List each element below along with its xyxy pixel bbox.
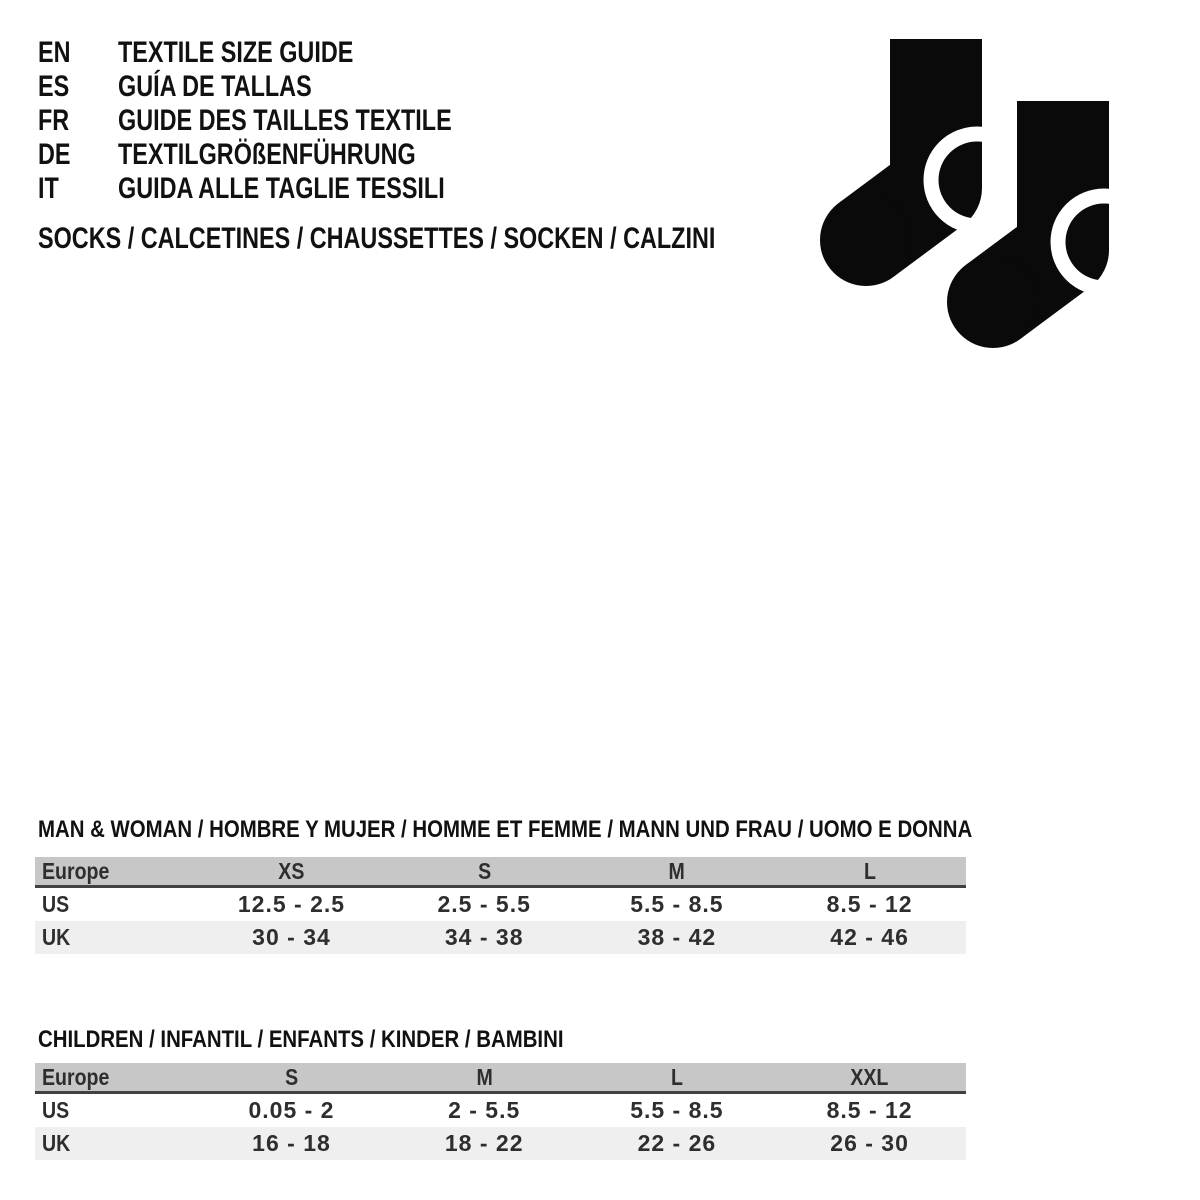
region-label: US <box>42 891 70 917</box>
table-header-row <box>35 857 966 888</box>
size-cell: 26 - 30 <box>830 1130 909 1156</box>
table-row-us <box>35 1094 966 1127</box>
section-title-children: CHILDREN / INFANTIL / ENFANTS / KINDER / BAMBINI <box>38 1026 564 1053</box>
language-title: GUÍA DE TALLAS <box>118 70 312 103</box>
size-cell: 34 - 38 <box>444 924 524 950</box>
size-cell: 18 - 22 <box>444 1130 524 1156</box>
header-cell-size: S <box>477 857 491 884</box>
section-title-man-woman: MAN & WOMAN / HOMBRE Y MUJER / HOMME ET FEMME / MANN UND FRAU / UOMO E DONNA <box>38 816 973 843</box>
header-cell-size: L <box>863 857 876 884</box>
header-cell-size: L <box>670 1063 683 1090</box>
language-title: TEXTILE SIZE GUIDE <box>118 36 354 69</box>
size-cell: 2 - 5.5 <box>448 1097 521 1123</box>
size-table-children <box>35 1063 966 1160</box>
size-cell: 22 - 26 <box>637 1130 717 1156</box>
language-code: IT <box>38 172 59 205</box>
size-cell: 42 - 46 <box>830 924 909 950</box>
table-header-row <box>35 1063 966 1094</box>
header-cell-size: XXL <box>850 1063 889 1090</box>
size-cell: 38 - 42 <box>637 924 717 950</box>
header-cell-region: Europe <box>42 1063 110 1090</box>
table-row-uk <box>35 921 966 954</box>
product-category-title: SOCKS / CALCETINES / CHAUSSETTES / SOCKEN / CALZINI <box>38 222 716 255</box>
size-cell: 5.5 - 8.5 <box>630 891 724 917</box>
header-cell-region: Europe <box>42 857 110 884</box>
header-cell-size: S <box>284 1063 298 1090</box>
table-row-us <box>35 888 966 921</box>
language-code: DE <box>38 138 71 171</box>
size-cell: 8.5 - 12 <box>826 891 913 917</box>
language-code: FR <box>38 104 70 137</box>
region-label: UK <box>42 924 71 950</box>
size-cell: 30 - 34 <box>252 924 331 950</box>
table-row-uk <box>35 1127 966 1160</box>
header-cell-size: XS <box>278 857 305 884</box>
language-code: ES <box>38 70 70 103</box>
socks-icon <box>800 25 1170 355</box>
language-title: TEXTILGRÖßENFÜHRUNG <box>118 138 416 171</box>
region-label: UK <box>42 1130 71 1156</box>
header-cell-size: M <box>668 857 686 884</box>
size-cell: 5.5 - 8.5 <box>630 1097 724 1123</box>
language-title: GUIDE DES TAILLES TEXTILE <box>118 104 452 137</box>
size-cell: 8.5 - 12 <box>826 1097 913 1123</box>
size-cell: 16 - 18 <box>252 1130 331 1156</box>
header-cell-size: M <box>476 1063 493 1090</box>
language-title: GUIDA ALLE TAGLIE TESSILI <box>118 172 445 205</box>
size-table-man-woman <box>35 857 966 954</box>
size-cell: 2.5 - 5.5 <box>437 891 531 917</box>
language-code: EN <box>38 36 71 69</box>
size-cell: 12.5 - 2.5 <box>237 891 346 917</box>
region-label: US <box>42 1097 70 1123</box>
size-cell: 0.05 - 2 <box>248 1097 335 1123</box>
